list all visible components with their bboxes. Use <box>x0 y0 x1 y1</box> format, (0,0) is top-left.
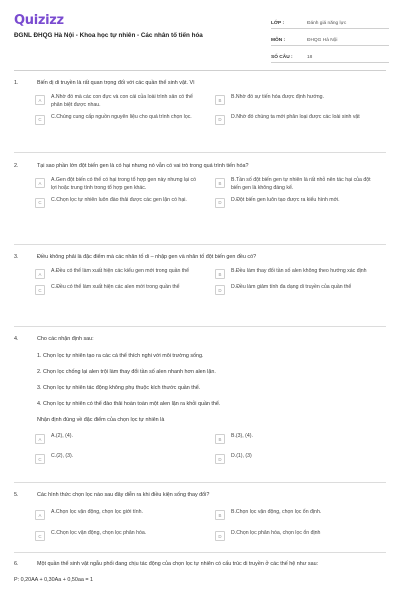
option-text: D.Chọn lọc phân hóa, chọn lọc ổn định <box>231 530 321 537</box>
meta-value: Đánh giá năng lực <box>307 21 347 26</box>
option-text: D.Đột biến gen luôn tạo được ra kiểu hình mới. <box>231 196 340 203</box>
worksheet-header <box>0 0 400 70</box>
question-text: Tại sao phần lớn đột biến gen là có hại nhưng nó vẫn có vai trò trong quá trình tiến hóa? <box>37 163 249 169</box>
quizizz-logo: Quizizz <box>14 13 64 28</box>
option-letter: B <box>215 269 225 279</box>
option-letter: D <box>215 198 225 208</box>
option-d[interactable] <box>215 284 395 295</box>
option-text: A.Đều có thể làm xuất hiện các kiểu gen mới trong quần thể <box>51 268 190 275</box>
option-text: D.(1), (3) <box>231 453 252 460</box>
option-letter: B <box>215 510 225 520</box>
option-text: A.Gen đột biến có thể có hại trong tổ hợp gen này nhưng lại có lợi hoặc trung tính trong tổ hợp gen khác. <box>51 177 197 191</box>
option-c[interactable] <box>35 530 215 541</box>
option-letter: A <box>35 510 45 520</box>
option-a[interactable] <box>35 94 215 108</box>
option-letter: A <box>35 434 45 444</box>
option-letter: C <box>35 454 45 464</box>
option-text: D.Nhờ đó chúng ta mới phân loại được các loài sinh vật <box>231 113 360 120</box>
question-number: 3. <box>14 254 19 260</box>
question-text: Các hình thức chọn lọc nào sau đây diễn ra khi điều kiện sống thay đổi? <box>37 492 210 498</box>
page-title: ĐGNL ĐHQG Hà Nội - Khoa học tự nhiên - Các nhân tố tiến hóa <box>14 32 203 39</box>
question-number: 5. <box>14 492 19 498</box>
option-c[interactable] <box>35 284 215 295</box>
question-1 <box>0 80 400 125</box>
option-c[interactable] <box>35 114 215 125</box>
question-divider <box>14 244 386 245</box>
question-divider <box>14 326 386 327</box>
option-d[interactable] <box>215 453 395 464</box>
question-2 <box>0 163 400 208</box>
option-letter: C <box>35 198 45 208</box>
option-letter: C <box>35 285 45 295</box>
meta-row-count <box>271 46 389 63</box>
option-letter: D <box>215 115 225 125</box>
statement-1: 1. Chọn lọc tự nhiên tạo ra các cá thể thích nghi với môi trường sống. <box>37 353 204 360</box>
meta-value: ĐHQG Hà Nội <box>307 38 338 43</box>
option-a[interactable] <box>35 433 215 444</box>
question-text: Điều không phải là đặc điểm mà các nhân tố di – nhập gen và nhân tố đột biến gen đều có? <box>37 254 257 260</box>
option-c[interactable] <box>35 197 215 208</box>
meta-value: 18 <box>307 55 313 60</box>
question-divider <box>14 552 386 553</box>
option-text: B.Nhờ đó sự tiến hóa được định hướng. <box>231 94 325 101</box>
option-b[interactable] <box>215 94 395 108</box>
option-letter: A <box>35 95 45 105</box>
option-b[interactable] <box>215 268 395 279</box>
option-a[interactable] <box>35 509 215 520</box>
question-prompt: Nhận định đúng về đặc điểm của chọn lọc tự nhiên là <box>37 417 165 424</box>
option-b[interactable] <box>215 509 395 520</box>
option-d[interactable] <box>215 197 395 208</box>
statement-2: 2. Chọn lọc chống lại alen trội làm thay đổi tần số alen nhanh hơn alen lặn. <box>37 369 216 376</box>
meta-label: MÔN : <box>271 38 286 43</box>
question-5 <box>0 492 400 541</box>
question-text: Biến dị di truyền là rất quan trọng đối với các quần thể sinh vật. Vì <box>37 80 195 86</box>
population-structure: P: 0,20AA + 0,30Aa + 0,50aa = 1 <box>14 577 93 584</box>
question-text: Một quần thể sinh vật ngẫu phối đang chịu tác động của chọn lọc tự nhiên có cấu trúc di truyền ở các thế hệ như sau: <box>37 561 319 567</box>
option-c[interactable] <box>35 453 215 464</box>
question-number: 1. <box>14 80 19 86</box>
option-text: B.(3), (4). <box>231 433 253 440</box>
question-3 <box>0 254 400 295</box>
meta-label: LỚP : <box>271 21 285 26</box>
option-text: C.Chọn lọc tự nhiên luôn đào thải được các gen lặn có hại. <box>51 196 187 203</box>
option-letter: B <box>215 434 225 444</box>
option-d[interactable] <box>215 114 395 125</box>
statement-3: 3. Chọn lọc tự nhiên tác động không phụ thuộc kích thước quần thể. <box>37 385 201 392</box>
option-text: A.Chọn lọc vận động, chọn lọc giới tính. <box>51 509 143 516</box>
meta-row-subject <box>271 29 389 46</box>
option-letter: C <box>35 531 45 541</box>
option-letter: A <box>35 178 45 188</box>
option-text: A.Nhờ đó mà các con đực và con cái của loài trình sản có thể phân biệt được nhau. <box>51 94 193 108</box>
question-number: 6. <box>14 561 19 567</box>
worksheet-meta <box>271 12 389 63</box>
meta-row-class <box>271 12 389 29</box>
option-text: B.Chọn lọc vận động, chọn lọc ổn định. <box>231 509 322 516</box>
option-text: C.Đều có thể làm xuất hiện các alen mới trong quần thể <box>51 284 180 291</box>
option-letter: D <box>215 454 225 464</box>
option-letter: B <box>215 95 225 105</box>
option-letter: D <box>215 285 225 295</box>
option-text: C.Chọn lọc vận động, chọn lọc phân hóa. <box>51 530 147 537</box>
option-text: D.Đều làm giảm tính đa dạng di truyền của quần thể <box>231 284 352 291</box>
question-divider <box>14 152 386 153</box>
option-a[interactable] <box>35 268 215 279</box>
option-text: B.Đều làm thay đổi tần số alen không theo hướng xác định <box>231 268 367 275</box>
question-number: 2. <box>14 163 19 169</box>
meta-label: SỐ CÂU : <box>271 55 293 60</box>
option-letter: C <box>35 115 45 125</box>
statement-4: 4. Chọn lọc tự nhiên có thể đào thải hoàn toàn một alen lặn ra khỏi quần thể. <box>37 401 221 408</box>
option-letter: B <box>215 178 225 188</box>
option-b[interactable] <box>215 177 395 191</box>
option-text: C.Chúng cung cấp nguồn nguyên liệu cho quá trình chọn lọc. <box>51 113 192 120</box>
option-letter: A <box>35 269 45 279</box>
option-text: A.(2), (4). <box>51 433 73 440</box>
option-a[interactable] <box>35 177 215 191</box>
option-d[interactable] <box>215 530 395 541</box>
option-text: B.Tần số đột biến gen tự nhiên là rất nhỏ nên tác hại của đột biến gen là không đáng kể. <box>231 177 371 191</box>
question-4 <box>0 336 400 464</box>
question-number: 4. <box>14 336 19 342</box>
question-6 <box>0 561 400 584</box>
header-divider <box>14 70 386 71</box>
option-text: C.(2), (3). <box>51 453 74 460</box>
question-text: Cho các nhận định sau: <box>37 336 94 342</box>
option-b[interactable] <box>215 433 395 444</box>
question-divider <box>14 482 386 483</box>
option-letter: D <box>215 531 225 541</box>
